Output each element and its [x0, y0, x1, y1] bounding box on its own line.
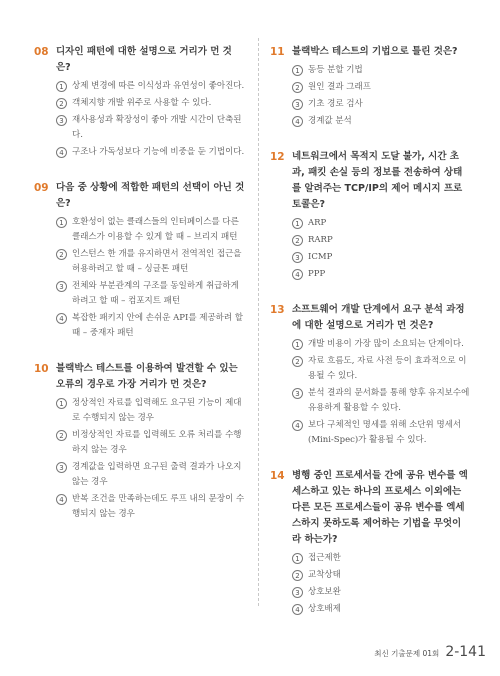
option-text: 정상적인 자료를 입력해도 요구된 기능이 제대로 수행되지 않는 경우	[72, 398, 242, 423]
option-text: RARP	[308, 235, 333, 245]
option-4[interactable]	[56, 145, 246, 160]
option-3[interactable]	[292, 97, 470, 112]
option-2[interactable]	[56, 247, 246, 277]
option-number-circle-icon: 4	[292, 116, 303, 127]
option-number-circle-icon: 3	[292, 99, 303, 110]
option-1[interactable]	[292, 551, 470, 566]
option-text: 자료 흐름도, 자료 사전 등이 효과적으로 이용될 수 있다.	[308, 356, 467, 381]
option-number-circle-icon: 1	[56, 398, 67, 409]
option-list	[34, 396, 246, 522]
option-number-circle-icon: 3	[56, 281, 67, 292]
question-14	[270, 468, 470, 617]
question-number: 13	[270, 304, 285, 316]
question-stem: 네트워크에서 목적지 도달 불가, 시간 초과, 패킷 손실 등의 정보를 전송하여 상태를 알려주는 TCP/IP의 제어 메시지 프로토콜은?	[292, 151, 463, 210]
option-text: 경계값 분석	[308, 116, 352, 126]
option-2[interactable]	[56, 428, 246, 458]
footer-section-label: 최신 기출문제 01회	[374, 649, 440, 658]
option-number-circle-icon: 4	[292, 420, 303, 431]
option-3[interactable]	[56, 113, 246, 143]
option-number-circle-icon: 2	[56, 430, 67, 441]
option-list	[270, 337, 470, 448]
option-text: 개발 비용이 가장 많이 소요되는 단계이다.	[308, 339, 464, 349]
question-13	[270, 302, 470, 448]
option-text: ARP	[308, 218, 327, 228]
question-stem: 블랙박스 테스트를 이용하여 발견할 수 있는 오류의 경우로 가장 거리가 먼 것은?	[56, 363, 238, 390]
question-number: 08	[34, 46, 49, 58]
option-number-circle-icon: 1	[56, 217, 67, 228]
question-12	[270, 149, 470, 282]
question-stem: 다음 중 상황에 적합한 패턴의 선택이 아닌 것은?	[56, 182, 245, 209]
page-footer	[374, 644, 486, 660]
option-2[interactable]	[56, 96, 246, 111]
option-number-circle-icon: 1	[292, 218, 303, 229]
question-stem: 블랙박스 테스트의 기법으로 틀린 것은?	[292, 46, 458, 57]
option-text: 전체와 부분관계의 구조를 동일하게 취급하게 하려고 할 때 – 컴포지트 패턴	[72, 281, 239, 306]
option-1[interactable]	[56, 215, 246, 245]
option-1[interactable]	[56, 396, 246, 426]
question-number: 10	[34, 363, 49, 375]
option-3[interactable]	[292, 585, 470, 600]
option-4[interactable]	[56, 311, 246, 341]
question-number: 11	[270, 46, 285, 58]
option-text: 상제 변경에 따른 이식성과 유연성이 좋아진다.	[72, 81, 245, 91]
option-2[interactable]	[292, 233, 470, 248]
option-number-circle-icon: 3	[56, 115, 67, 126]
option-number-circle-icon: 1	[292, 339, 303, 350]
option-1[interactable]	[56, 79, 246, 94]
option-4[interactable]	[292, 114, 470, 129]
option-text: 경계값을 입력하면 요구된 출력 결과가 나오지 않는 경우	[72, 462, 242, 487]
option-4[interactable]	[292, 267, 470, 282]
option-text: 분석 결과의 문서화를 통해 향후 유지보수에 유용하게 활용할 수 있다.	[308, 388, 470, 413]
option-text: 교착상태	[308, 570, 341, 580]
option-3[interactable]	[292, 386, 470, 416]
option-4[interactable]	[292, 418, 470, 448]
question-10	[34, 361, 246, 522]
option-text: PPP	[308, 269, 326, 279]
option-text: 반복 조건을 만족하는데도 루프 내의 문장이 수행되지 않는 경우	[72, 494, 245, 519]
option-number-circle-icon: 2	[292, 570, 303, 581]
option-number-circle-icon: 3	[292, 587, 303, 598]
question-number: 12	[270, 151, 285, 163]
option-4[interactable]	[292, 602, 470, 617]
question-stem: 디자인 패턴에 대한 설명으로 거리가 먼 것은?	[56, 46, 232, 73]
option-number-circle-icon: 4	[292, 269, 303, 280]
option-text: 기초 경로 검사	[308, 99, 363, 109]
option-2[interactable]	[292, 80, 470, 95]
option-number-circle-icon: 4	[56, 147, 67, 158]
option-number-circle-icon: 4	[56, 313, 67, 324]
option-number-circle-icon: 2	[292, 82, 303, 93]
option-text: 접근제한	[308, 553, 341, 563]
option-text: 객체지향 개발 위주로 사용할 수 있다.	[72, 98, 212, 108]
option-number-circle-icon: 1	[292, 553, 303, 564]
option-text: ICMP	[308, 252, 333, 262]
option-text: 인스턴스 한 개를 유지하면서 전역적인 접근을 허용하려고 할 때 – 싱글톤 패턴	[72, 249, 242, 274]
option-list	[34, 79, 246, 160]
option-text: 원인 결과 그래프	[308, 82, 371, 92]
column-divider	[258, 38, 259, 606]
left-column	[34, 44, 246, 542]
option-text: 구조나 가독성보다 기능에 비중을 둔 기법이다.	[72, 147, 245, 157]
option-list	[270, 216, 470, 282]
option-number-circle-icon: 2	[292, 235, 303, 246]
option-text: 재사용성과 확장성이 좋아 개발 시간이 단축된다.	[72, 115, 242, 140]
option-text: 호환성이 없는 클래스들의 인터페이스를 다른 클래스가 이용할 수 있게 할 때 – 브리지 패턴	[72, 217, 239, 242]
right-column	[270, 44, 470, 637]
question-stem: 소프트웨어 개발 단계에서 요구 분석 과정에 대한 설명으로 거리가 먼 것은?	[292, 304, 465, 331]
option-2[interactable]	[292, 568, 470, 583]
question-number: 09	[34, 182, 49, 194]
option-text: 동등 분할 기법	[308, 65, 363, 75]
option-3[interactable]	[56, 279, 246, 309]
option-number-circle-icon: 2	[292, 356, 303, 367]
option-list	[270, 63, 470, 129]
option-number-circle-icon: 2	[56, 98, 67, 109]
page-number: 2-141	[445, 644, 486, 660]
question-09	[34, 180, 246, 341]
option-1[interactable]	[292, 63, 470, 78]
question-11	[270, 44, 470, 129]
option-number-circle-icon: 3	[292, 252, 303, 263]
question-stem: 병행 중인 프로세서들 간에 공유 변수를 엑세스하고 있는 하나의 프로세스 이외에는 다른 모든 프로세스들이 공유 변수를 엑세스하지 못하도록 제어하는 기법을 무엇이라 하는가?	[292, 470, 468, 545]
option-number-circle-icon: 4	[56, 494, 67, 505]
option-3[interactable]	[292, 250, 470, 265]
option-1[interactable]	[292, 337, 470, 352]
option-number-circle-icon: 3	[56, 462, 67, 473]
option-text: 보다 구체적인 명세를 위해 소단위 명세서(Mini-Spec)가 활용될 수 있다.	[308, 420, 462, 445]
option-2[interactable]	[292, 354, 470, 384]
option-text: 상호배제	[308, 604, 341, 614]
question-number: 14	[270, 470, 285, 482]
option-3[interactable]	[56, 460, 246, 490]
option-1[interactable]	[292, 216, 470, 231]
option-text: 복잡한 패키지 안에 손쉬운 API를 제공하려 할 때 – 중재자 패턴	[72, 313, 244, 338]
option-text: 상호보완	[308, 587, 341, 597]
option-list	[34, 215, 246, 341]
option-text: 비정상적인 자료를 입력해도 오류 처리를 수행하지 않는 경우	[72, 430, 242, 455]
option-number-circle-icon: 4	[292, 604, 303, 615]
option-number-circle-icon: 2	[56, 249, 67, 260]
option-number-circle-icon: 3	[292, 388, 303, 399]
option-4[interactable]	[56, 492, 246, 522]
option-number-circle-icon: 1	[292, 65, 303, 76]
option-number-circle-icon: 1	[56, 81, 67, 92]
question-08	[34, 44, 246, 160]
option-list	[270, 551, 470, 617]
